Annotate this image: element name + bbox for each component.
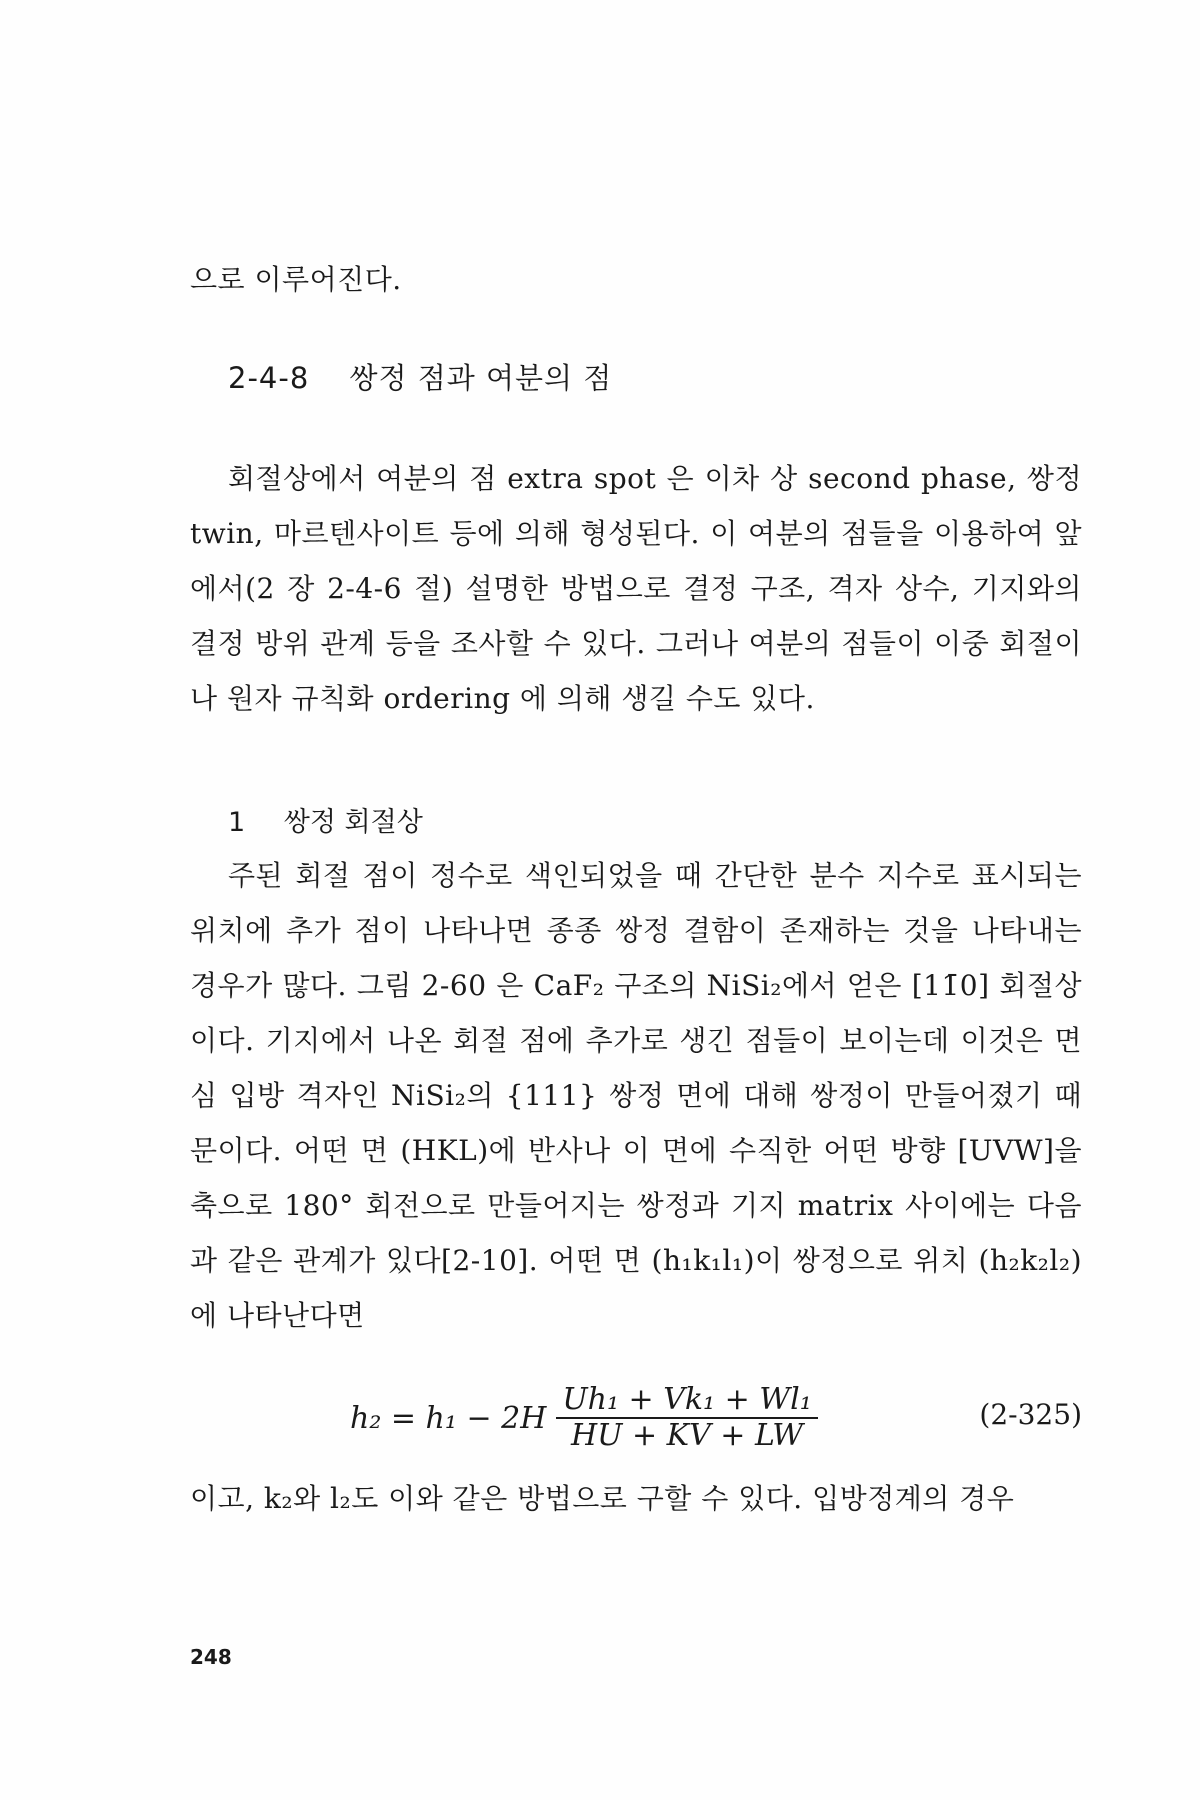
subsection-number: 1 — [228, 807, 246, 838]
equation-number: (2-325) — [979, 1398, 1082, 1431]
paragraph-text: 회절상에서 여분의 점 extra spot 은 이차 상 second phase, 쌍정 twin, 마르텐사이트 등에 의해 형성된다. 이 여분의 점들을 이용하여 앞에서(2 장 2-4-6 절) 설명한 방법으로 결정 구조, 격자 상수, 기지와의 결정 방위 관계 등을 조사할 수 있다. 그러나 여분의 점들이 이중 회절이나 원자 규칙화 ordering 에 의해 생길 수도 있다. — [190, 462, 1082, 715]
page-number: 248 — [190, 1645, 232, 1669]
equation-numerator: Uh₁ + Vk₁ + Wl₁ — [562, 1382, 812, 1417]
subsection-heading — [228, 800, 423, 839]
equation-denominator: HU + KV + LW — [571, 1418, 804, 1453]
paragraph-cubic-case — [190, 1471, 1082, 1526]
paragraph-text: 이고, k₂와 l₂도 이와 같은 방법으로 구할 수 있다. 입방정계의 경우 — [190, 1482, 1015, 1515]
section-number: 2-4-8 — [228, 361, 310, 395]
section-heading — [228, 356, 612, 397]
equation-body — [350, 1378, 818, 1458]
paragraph-text: 주된 회절 점이 정수로 색인되었을 때 간단한 분수 지수로 표시되는 위치에 추가 점이 나타나면 종종 쌍정 결함이 존재하는 것을 나타내는 경우가 많다. 그림 2-60 은 CaF₂ 구조의 NiSi₂에서 얻은 [11̄0] 회절상이다. 기지에서 나온 회절 점에 추가로 생긴 점들이 보이는데 이것은 면심 입방 격자인 NiSi₂의 {111} 쌍정 면에 대해 쌍정이 만들어졌기 때문이다. 어떤 면 (HKL)에 반사나 이 면에 수직한 어떤 방향 [UVW]을 축으로 180° 회전으로 만들어지는 쌍정과 기지 matrix 사이에는 다음과 같은 관계가 있다[2-10]. 어떤 면 (h₁k₁l₁)이 쌍정으로 위치 (h₂k₂l₂)에 나타난다면 — [190, 859, 1082, 1332]
equation-2-325 — [190, 1378, 1082, 1458]
paragraph-extra-spots — [190, 451, 1082, 726]
subsection-title: 쌍정 회절상 — [283, 807, 423, 838]
equation-fraction — [556, 1383, 817, 1453]
section-title: 쌍정 점과 여분의 점 — [349, 361, 613, 395]
continued-text-line: 으로 이루어진다. — [190, 263, 402, 296]
equation-lhs: h₂ = h₁ − 2H — [350, 1400, 547, 1436]
paragraph-twin-diffraction — [190, 848, 1082, 1343]
